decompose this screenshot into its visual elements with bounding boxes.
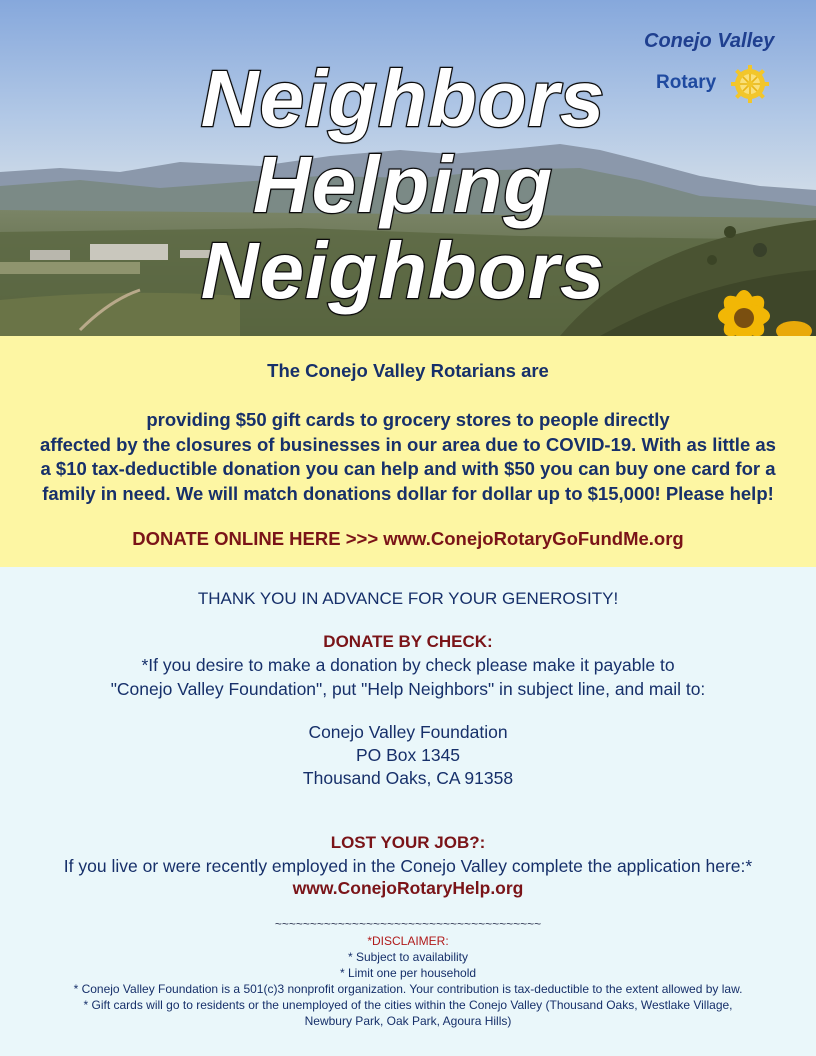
lost-job-heading: LOST YOUR JOB?: — [330, 833, 486, 852]
help-application-link[interactable]: www.ConejoRotaryHelp.org — [292, 878, 524, 898]
details-section — [0, 567, 816, 1056]
logo-line-2: Rotary — [656, 72, 717, 93]
disclaimer-list — [0, 949, 816, 1029]
headline-line-2: Helping — [252, 140, 554, 229]
paragraph-line: providing $50 gift cards to grocery stores to people directly — [146, 409, 670, 430]
address-line: Conejo Valley Foundation — [308, 722, 508, 742]
headline-line-3: Neighbors — [200, 226, 606, 315]
disclaimer-line: Newbury Park, Oak Park, Agoura Hills) — [304, 1014, 512, 1028]
disclaimer-line: * Limit one per household — [339, 966, 477, 980]
disclaimer-line: * Conejo Valley Foundation is a 501(c)3 nonprofit organization. Your contribution is tax-deductible to the extent allowed by law. — [73, 982, 743, 996]
address-line: Thousand Oaks, CA 91358 — [302, 768, 514, 788]
lost-job-text: If you live or were recently employed in the Conejo Valley complete the application here:* — [63, 856, 753, 876]
address-line: PO Box 1345 — [355, 745, 461, 765]
check-line: "Conejo Valley Foundation", put "Help Neighbors" in subject line, and mail to: — [110, 678, 706, 699]
paragraph-line: affected by the closures of businesses in our area due to COVID-19. With as little as — [40, 433, 776, 455]
disclaimer-line: * Gift cards will go to residents or the unemployed of the cities within the Conejo Valley (Thousand Oaks, Westlake Village, — [83, 998, 733, 1012]
headline-line-1: Neighbors — [200, 54, 606, 143]
disclaimer-heading: *DISCLAIMER: — [367, 934, 449, 948]
donation-paragraph — [0, 408, 816, 506]
donate-by-check-heading: DONATE BY CHECK: — [323, 632, 493, 651]
rotary-logo — [636, 30, 796, 110]
paragraph-line: a $10 tax-deductible donation you can help and with $50 you can buy one card for a — [40, 458, 776, 479]
donate-online-link[interactable]: DONATE ONLINE HERE >>> www.ConejoRotaryGoFundMe.org — [132, 528, 684, 549]
rotary-wheel-icon — [730, 64, 770, 104]
check-instructions — [0, 654, 816, 701]
hero-banner — [0, 0, 816, 336]
intro-text: The Conejo Valley Rotarians are — [267, 360, 549, 381]
paragraph-line: family in need. We will match donations dollar for dollar up to $15,000! Please help! — [42, 482, 774, 504]
logo-line-1: Conejo Valley — [644, 30, 775, 52]
check-line: *If you desire to make a donation by check please make it payable to — [141, 655, 675, 675]
separator: ~~~~~~~~~~~~~~~~~~~~~~~~~~~~~~~~~~~~~~ — [274, 917, 542, 931]
disclaimer-line: * Subject to availability — [347, 950, 469, 964]
thank-you-text: THANK YOU IN ADVANCE FOR YOUR GENEROSITY! — [197, 589, 619, 608]
donation-callout — [0, 336, 816, 567]
mailing-address — [0, 721, 816, 790]
